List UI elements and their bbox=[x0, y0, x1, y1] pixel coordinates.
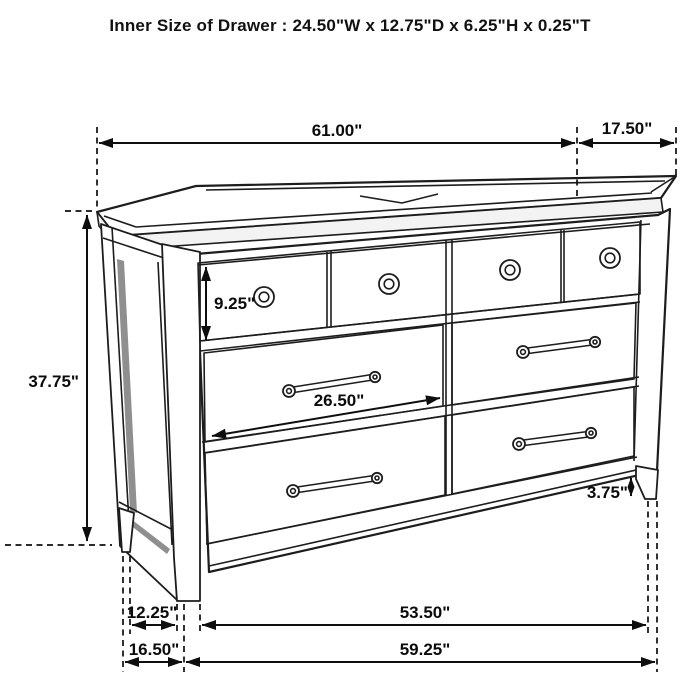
dim-height-label: 37.75" bbox=[28, 372, 79, 391]
dim-drawer-front-width-label: 26.50" bbox=[313, 391, 365, 410]
dim-top-depth-label: 17.50" bbox=[601, 119, 653, 138]
dim-top-depth bbox=[579, 119, 676, 175]
dim-top-drawer-height-label: 9.25" bbox=[214, 294, 256, 313]
dresser-illustration bbox=[97, 176, 676, 601]
dim-top-width-label: 61.00" bbox=[311, 121, 363, 140]
dim-base-inner-depth-label: 12.25" bbox=[126, 603, 178, 622]
dim-leg-height-label: 3.75" bbox=[586, 483, 628, 502]
dim-base-width-label: 59.25" bbox=[399, 640, 451, 659]
dim-height bbox=[5, 211, 112, 545]
front-right-leg bbox=[636, 466, 658, 499]
page-title: Inner Size of Drawer : 24.50"W x 12.75"D x 6.25"H x 0.25"T bbox=[109, 16, 591, 35]
dresser-front bbox=[162, 209, 670, 601]
dim-base-inner-width-label: 53.50" bbox=[399, 603, 451, 622]
dim-base-depth-label: 16.50" bbox=[128, 640, 180, 659]
